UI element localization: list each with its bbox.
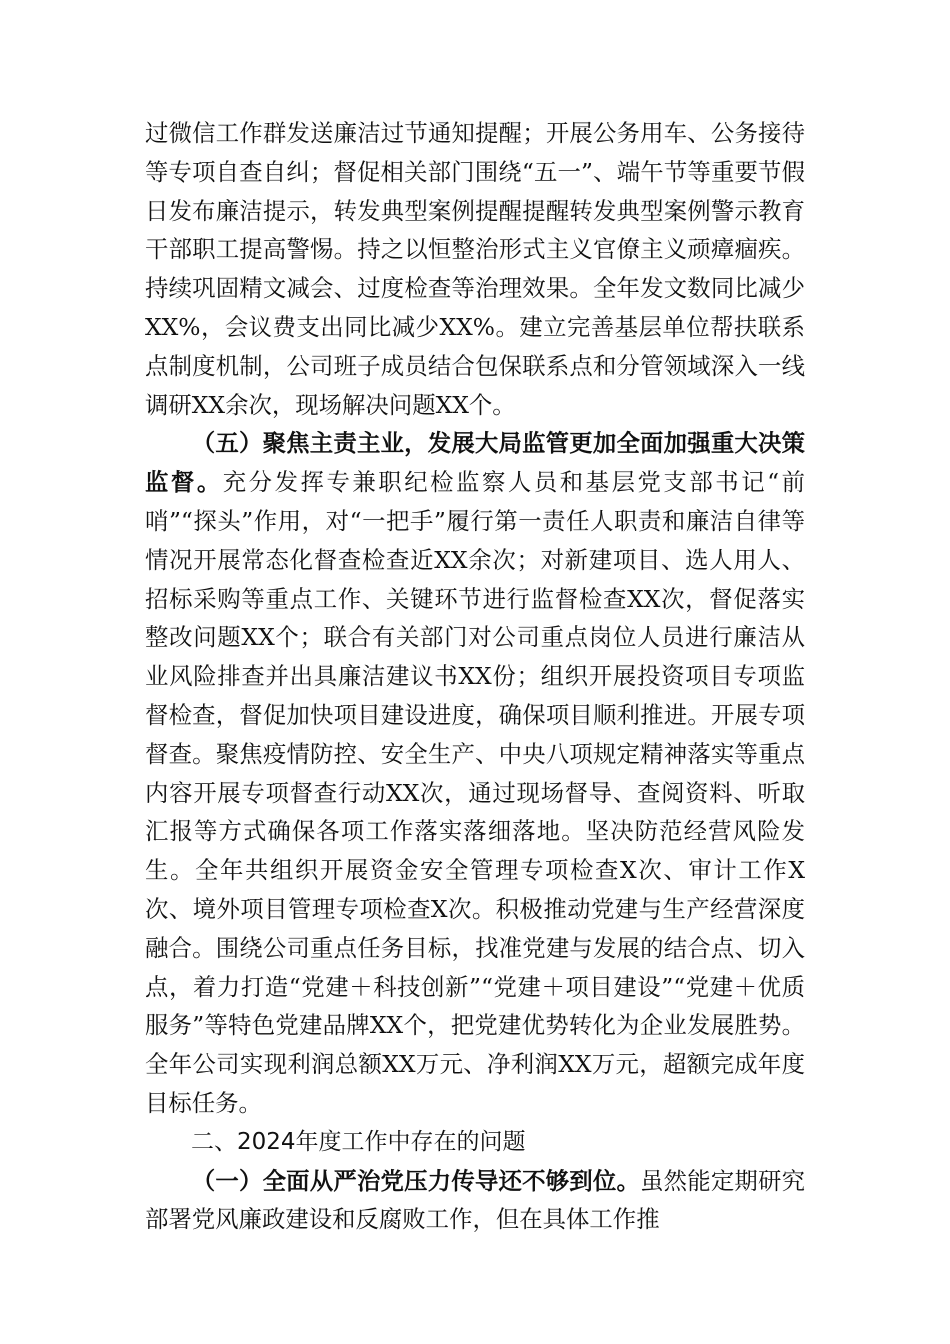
- problem-one-lead: （一）全面从严治党压力传导还不够到位。: [191, 1166, 641, 1195]
- paragraph-problem-one: [145, 1162, 805, 1240]
- document-body: [145, 114, 805, 1239]
- paragraph-continuation: 过微信工作群发送廉洁过节通知提醒；开展公务用车、公务接待等专项自查自纠；督促相关部门围绕“五一”、端午节等重要节假日发布廉洁提示，转发典型案例提醒提醒转发典型案例警示教育干部职工提高警惕。持之以恒整治形式主义官僚主义顽瘴痼疾。持续巩固精文减会、过度检查等治理效果。全年发文数同比减少XX%，会议费支出同比减少XX%。建立完善基层单位帮扶联系点制度机制，公司班子成员结合包保联系点和分管领域深入一线调研XX余次，现场解决问题XX个。: [145, 119, 805, 419]
- section-heading-problems: 二、2024年度工作中存在的问题: [191, 1128, 526, 1155]
- section-five-lead: （五）聚焦主责主业，发展大局监管更加全面加强重大决策监督。: [145, 429, 805, 497]
- section-five-body: 充分发挥专兼职纪检监察人员和基层党支部书记“前哨”“探头”作用，对“一把手”履行第一责任人职责和廉洁自律等情况开展常态化督查检查近XX余次；对新建项目、选人用人、招标采购等重点工作、关键环节进行监督检查XX次，督促落实整改问题XX个；联合有关部门对公司重点岗位人员进行廉洁从业风险排查并出具廉洁建议书XX份；组织开展投资项目专项监督检查，督促加快项目建设进度，确保项目顺利推进。开展专项督查。聚焦疫情防控、安全生产、中央八项规定精神落实等重点内容开展专项督查行动XX次，通过现场督导、查阅资料、听取汇报等方式确保各项工作落实落细落地。坚决防范经营风险发生。全年共组织开展资金安全管理专项检查X次、审计工作X次、境外项目管理专项检查X次。积极推动党建与生产经营深度融合。围绕公司重点任务目标，找准党建与发展的结合点、切入点，着力打造“党建＋科技创新”“党建＋项目建设”“党建＋优质服务”等特色党建品牌XX个，把党建优势转化为企业发展胜势。全年公司实现利润总额XX万元、净利润XX万元，超额完成年度目标任务。: [145, 468, 805, 1117]
- problem-one-body: 虽然能定期研究部署党风廉政建设和反腐败工作，但在具体工作推: [145, 1166, 806, 1234]
- paragraph-section-five: [145, 424, 805, 1122]
